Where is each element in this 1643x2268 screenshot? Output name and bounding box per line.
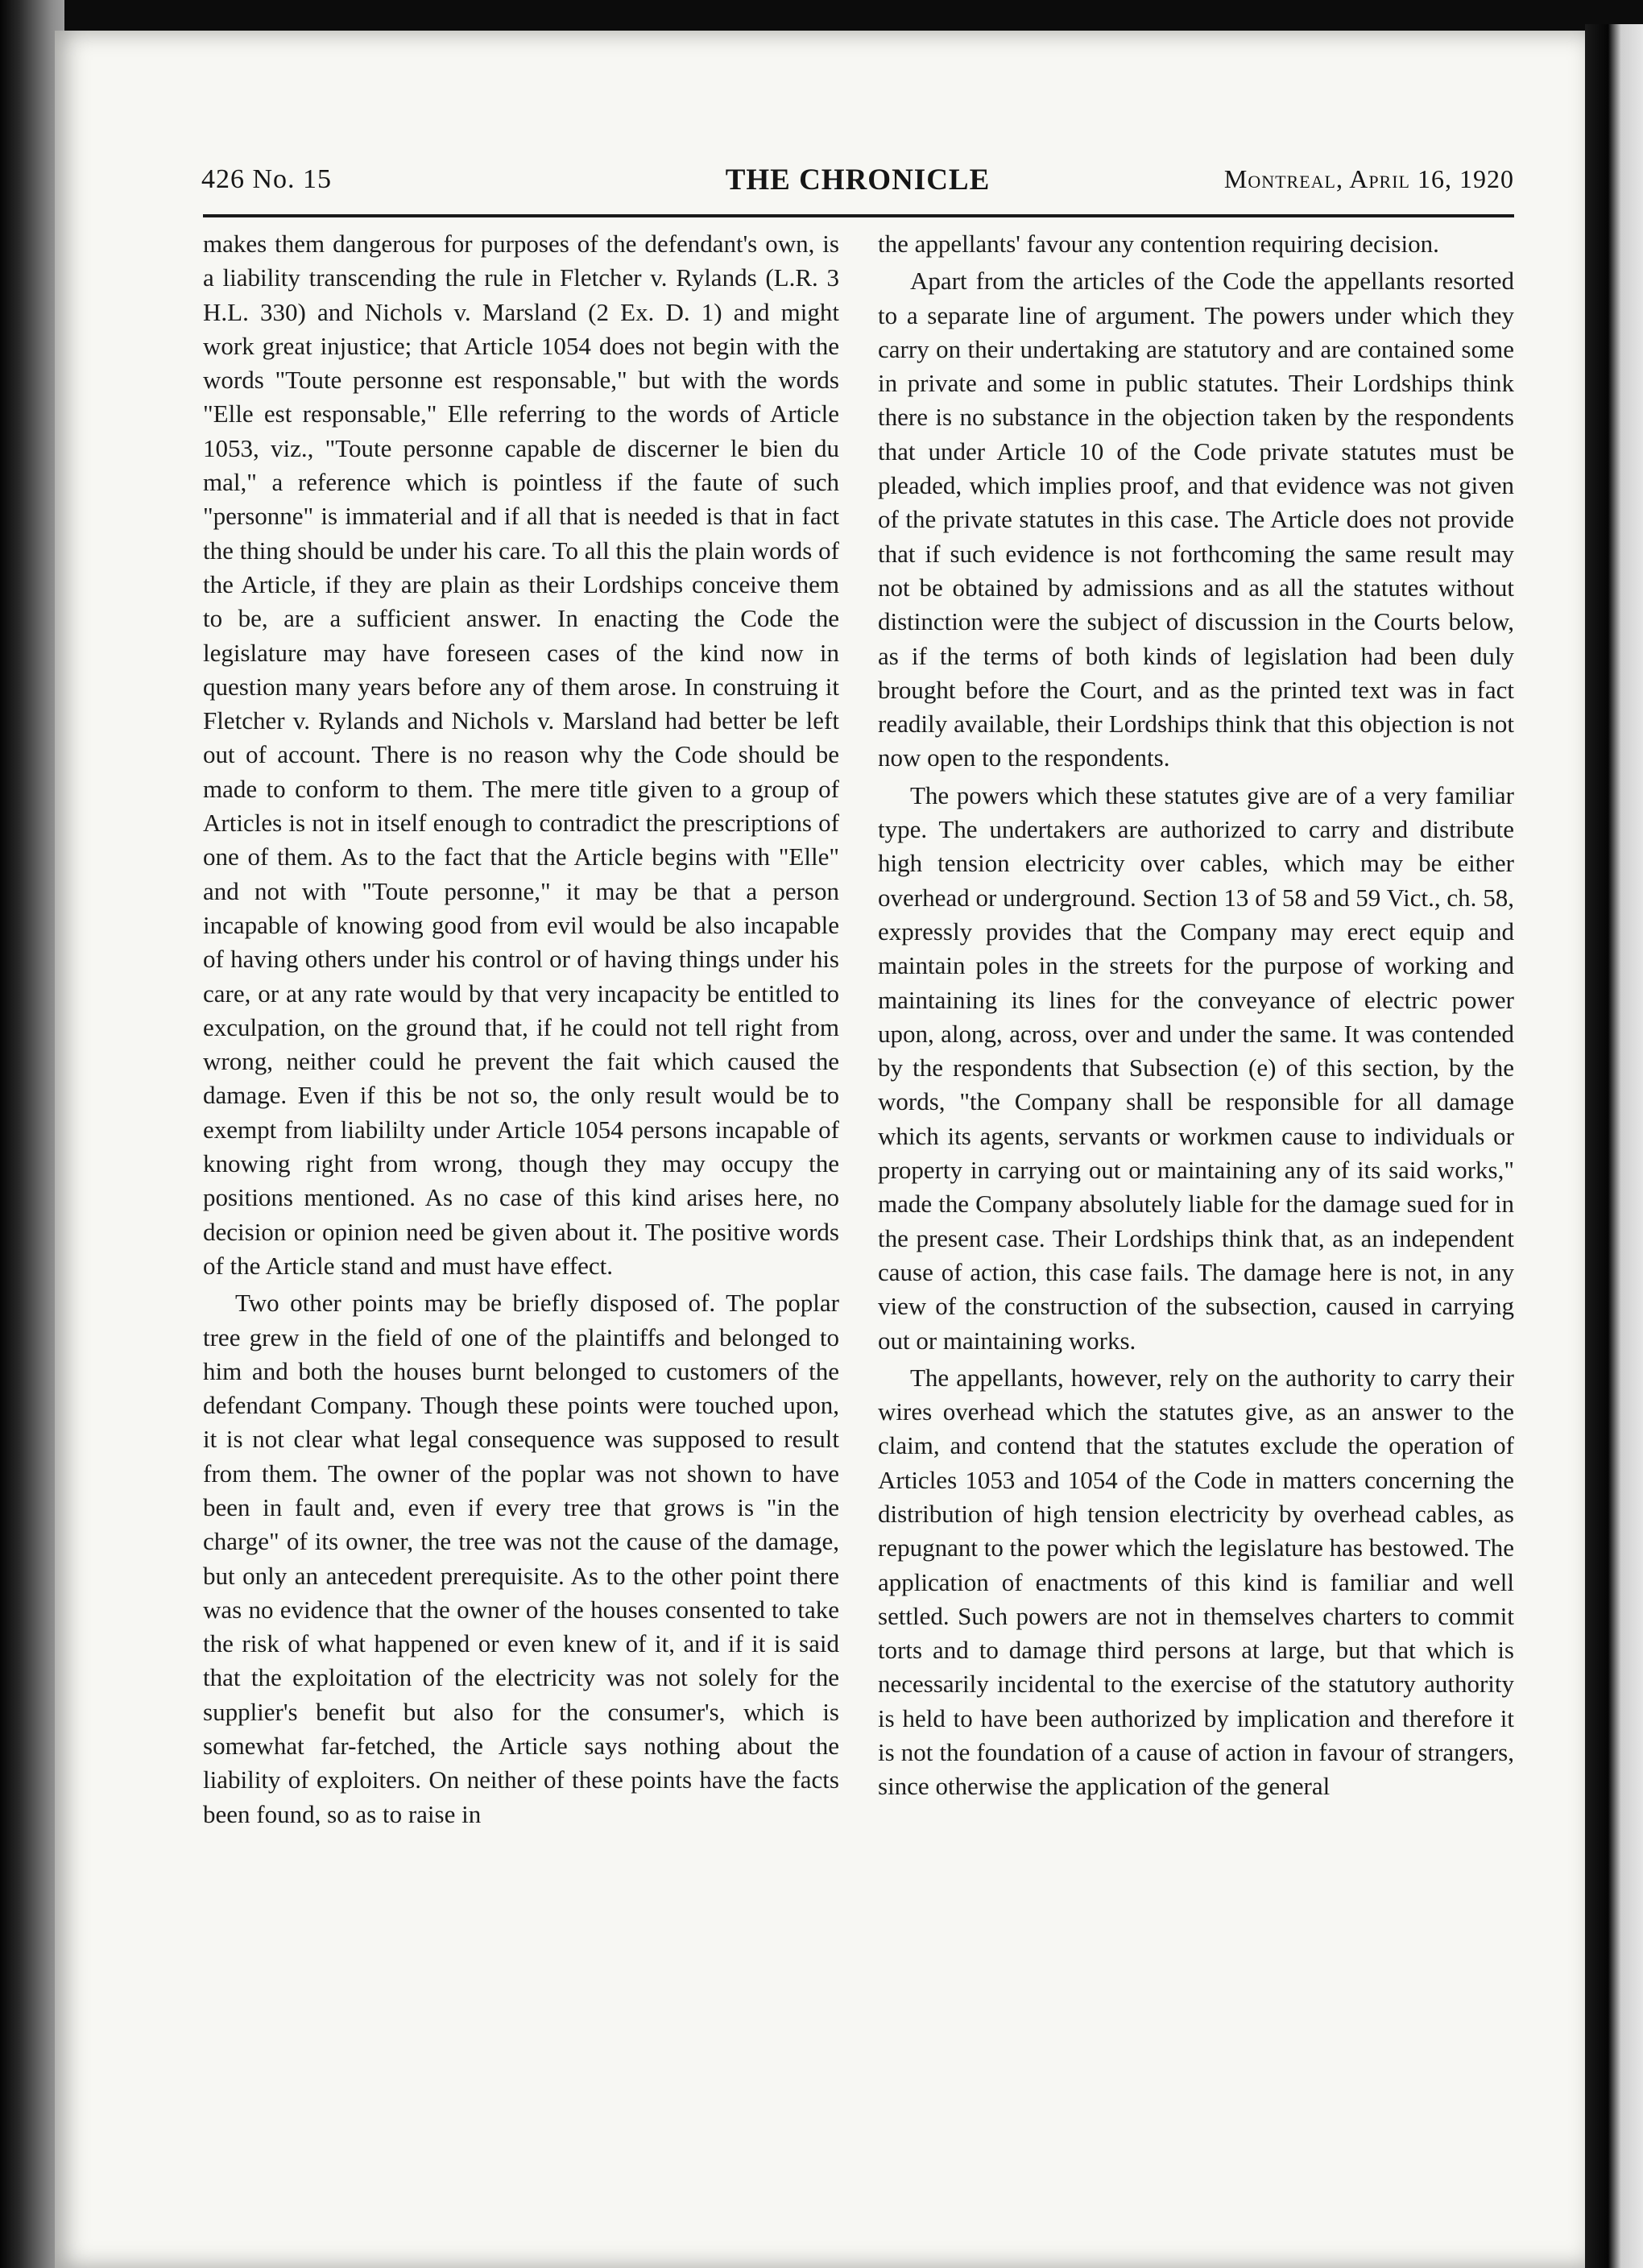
issue-date: Montreal, April 16, 1920 — [1223, 164, 1514, 193]
right-paragraph-2: Apart from the articles of the Code the appellants resorted to a separate line of argument. The powers under which they carry on their undertaking are statutory and are contained some in private and some in public statutes. Their Lordships think there is no substance in the objection taken by the respondents that under Article 10 of the Code private statutes must be pleaded, which implies proof, and that evidence was not given of the private statutes in this case. The Article does not provide that if such evidence is not forthcoming the same result may not be obtained by admissions and as all the statutes without distinction were the subject of discussion in the Courts below, as if the terms of both kinds of legislation had been duly brought before the Court, and as the printed text was in fact readily available, their Lordships think that this objection is not now open to the respondents. — [878, 267, 1514, 772]
left-paragraph-1: makes them dangerous for purposes of the defendant's own, is a liability transcending the rule in Fletcher v. Rylands (L.R. 3 H.L. 330) and Nichols v. Marsland (2 Ex. D. 1) and might work great injustice; that Article 1054 does not begin with the words "Toute personne est responsable," but with the words "Elle est responsable," Elle referring to the words of Article 1053, viz., "Toute personne capable de discerner le bien du mal," a reference which is pointless if the faute of such "personne" is immaterial and if all that is needed is that in fact the thing should be under his care. To all this the plain words of the Article, if they are plain as their Lordships conceive them to be, are a sufficient answer. In enacting the Code the legislature may have foreseen cases of the kind now in question many years before any of them arose. In construing it Fletcher v. Rylands and Nichols v. Marsland had better be left out of account. There is no reason why the Code should be made to conform to them. The mere title given to a group of Articles is not in itself enough to contradict the prescriptions of one of them. As to the fact that the Article begins with "Elle" and not with "Toute personne," it may be that a person incapable of knowing good from evil would be also incapable of having others under his control or of having things under his care, or at any rate would by that very incapacity be entitled to exculpation, on the ground that, if he could not tell right from wrong, neither could he prevent the fait which caused the damage. Even if this be not so, the only result would be to exempt from liabililty under Article 1054 persons incapable of knowing right from wrong, though they may occupy the positions mentioned. As no case of this kind arises here, no decision or opinion need be given about it. The positive words of the Article stand and must have effect. — [203, 230, 839, 1280]
header-rule — [203, 214, 1514, 217]
right-paragraph-3: The powers which these statutes give are of a very familiar type. The undertakers are authorized to carry and distribute high tension electricity over cables, which may be either overhead or underground. Section 13 of 58 and 59 Vict., ch. 58, expressly provides that the Company may erect equip and maintain poles in the streets for the purpose of working and maintaining its lines for the conveyance of electric power upon, along, across, over and under the same. It was contended by the respondents that Subsection (e) of this section, by the words, "the Company shall be responsible for all damage which its agents, servants or workmen cause to individuals or property in carrying out or maintaining any of its said works," made the Company absolutely liable for the damage sued for in the present case. Their Lordships think that, as an independent cause of action, this case fails. The damage here is not, in any view of the construction of the subsection, caused in carrying out or maintaining works. — [878, 780, 1514, 1355]
running-header — [201, 164, 1514, 205]
left-column — [203, 227, 839, 2192]
right-column — [878, 227, 1514, 2192]
facing-page-edge — [1585, 24, 1643, 2268]
page-number-issue: 426 No. 15 — [201, 164, 333, 194]
left-paragraph-2: Two other points may be briefly disposed of. The poplar tree grew in the field of one of the plaintiffs and belonged to him and both the houses burnt belonged to customers of the defendant Company. Though these points were touched upon, it is not clear what legal consequence was supposed to result from them. The owner of the poplar was not shown to have been in fault and, even if every tree that grows is "in the charge" of its owner, the tree was not the cause of the damage, but only an antecedent prerequisite. As to the other point there was no evidence that the owner of the houses consented to take the risk of what happened or even knew of it, and if it is said that the exploitation of the electricity was not solely for the supplier's benefit but also for the consumer's, which is somewhat far-fetched, the Article says nothing about the liability of exploiters. On neither of these points have the facts been found, so as to raise in — [203, 1289, 839, 1828]
right-paragraph-1: the appellants' favour any contention requiring decision. — [878, 230, 1439, 258]
journal-title: THE CHRONICLE — [725, 163, 991, 197]
right-paragraph-4: The appellants, however, rely on the authority to carry their wires overhead which the statutes give, as an answer to the claim, and contend that the statutes exclude the operation of Articles 1053 and 1054 of the Code in matters concerning the distribution of high tension electricity by overhead cables, as repugnant to the power which the legislature has bestowed. The application of enactments of this kind is familiar and well settled. Such powers are not in themselves charters to commit torts and to damage third persons at large, but that which is necessarily incidental to the exercise of the statutory authority is held to have been authorized by implication and therefore it is not the foundation of a cause of action in favour of strangers, since otherwise the application of the general — [878, 1363, 1514, 1801]
